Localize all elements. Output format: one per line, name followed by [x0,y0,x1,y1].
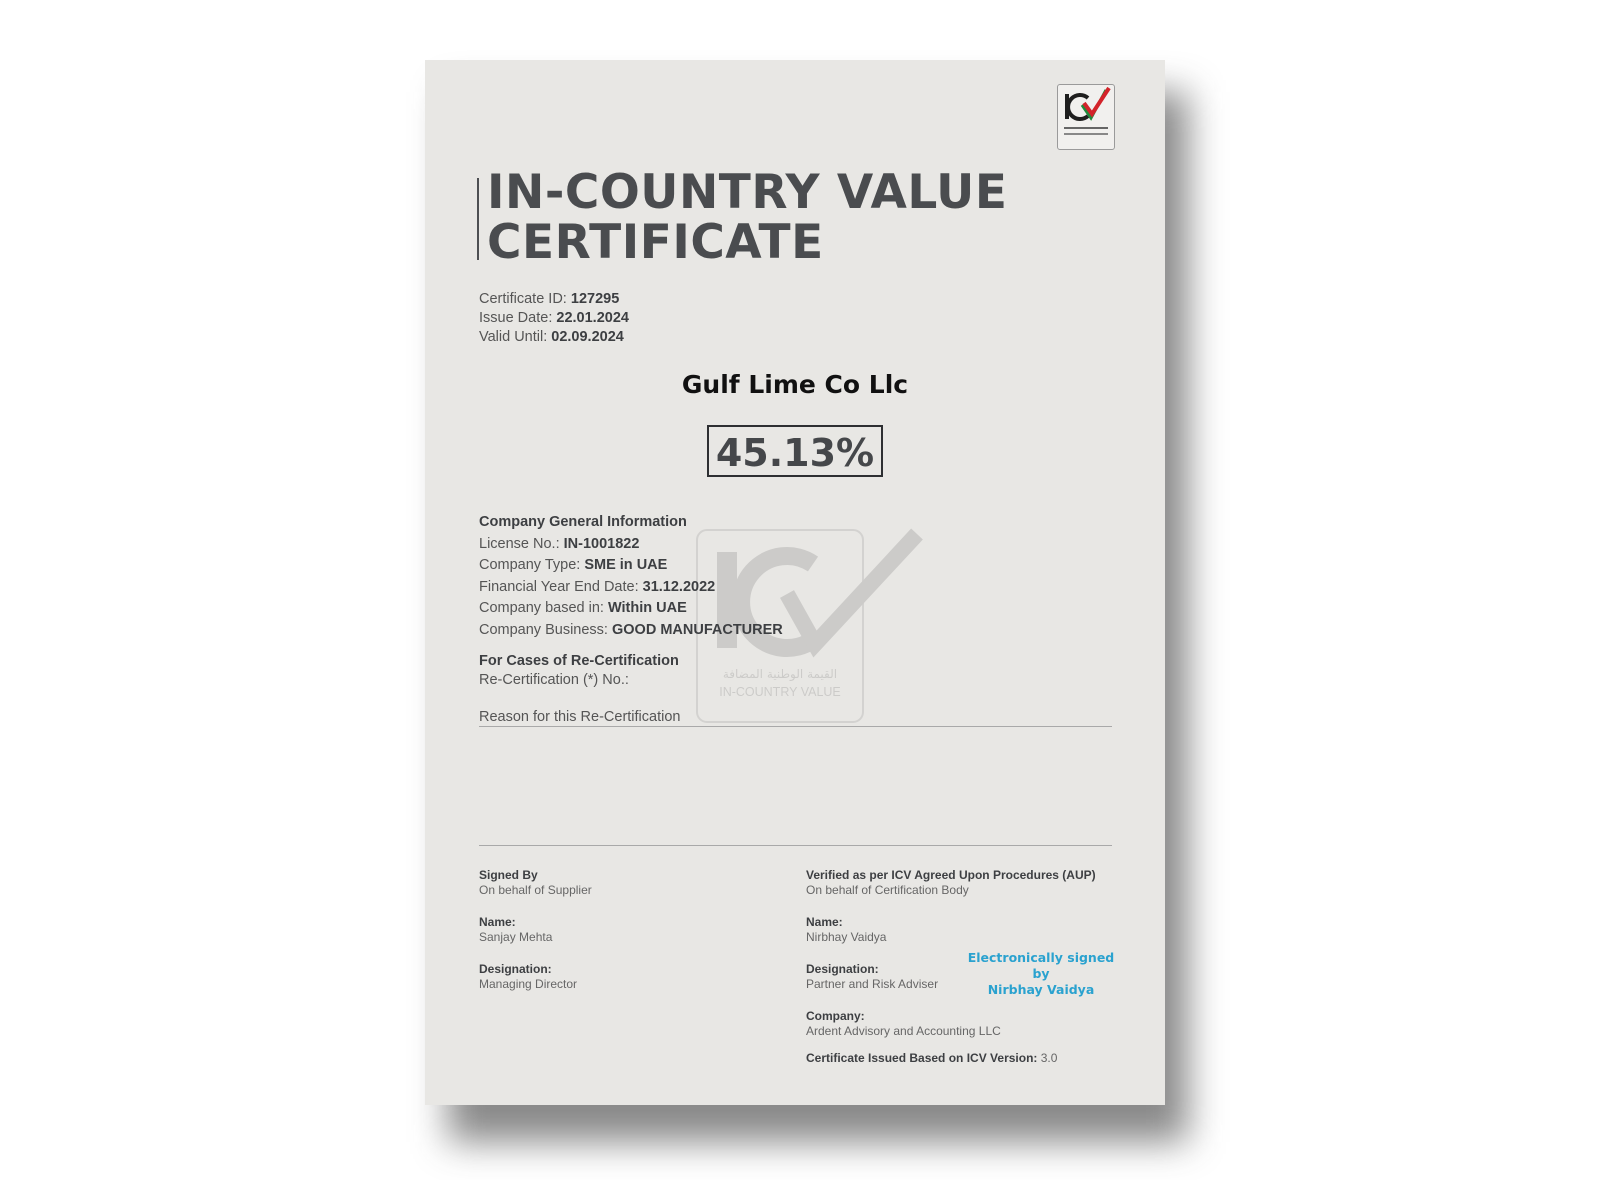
company-based-row [479,598,783,620]
re-certification-no-label: Re-Certification (*) No.: [479,672,629,688]
electronic-signature [961,950,1121,998]
company-general-information [479,512,783,641]
verifier-designation-value: Partner and Risk Adviser [806,977,939,991]
license-value: IN-1001822 [563,535,640,552]
certificate-sheet [425,60,1165,1105]
certificate-id-value: 127295 [570,291,620,307]
verifier-name-label: Name: [806,915,843,929]
icv-score: 45.13% [707,425,883,477]
general-info-heading: Company General Information [479,514,687,530]
valid-until-value: 02.09.2024 [551,329,624,345]
supplier-signed-by [479,868,592,898]
license-row [479,534,783,556]
license-label: License No.: [479,535,560,552]
company-based-label: Company based in: [479,600,604,616]
company-type-label: Company Type: [479,557,581,573]
financial-year-value: 31.12.2022 [642,578,716,595]
verifier-company-label: Company: [806,1009,865,1023]
verifier-company [806,1009,1096,1039]
re-certification-heading: For Cases of Re-Certification [479,653,679,669]
company-business-value: GOOD MANUFACTURER [611,621,783,638]
watermark-text-ar: القيمة الوطنية المضافة [722,667,838,681]
divider-bottom [479,845,1112,846]
valid-until-label: Valid Until: [479,329,548,345]
company-business-label: Company Business: [479,621,608,638]
verifier-name [806,915,1096,945]
supplier-name [479,915,592,945]
valid-until-row [479,328,629,347]
verifier-heading-group [806,868,1096,898]
icv-logo-mark [1058,85,1114,149]
company-based-value: Within UAE [607,600,687,616]
company-business-row [479,620,783,642]
watermark-text-en: IN-COUNTRY VALUE [719,685,841,699]
icv-logo [1057,84,1115,150]
issue-date-label: Issue Date: [479,310,553,326]
esign-line-1: Electronically signed by [967,950,1115,981]
certificate-id-label: Certificate ID: [479,291,567,307]
re-certification-reason-label: Reason for this Re-Certification [479,709,681,725]
title-accent-bar [477,178,479,260]
esign-line-2: Nirbhay Vaidya [987,982,1095,997]
supplier-designation-value: Managing Director [479,977,578,991]
financial-year-label: Financial Year End Date: [479,578,639,595]
certificate-meta [479,290,629,347]
supplier-name-label: Name: [479,915,516,929]
verifier-name-value: Nirbhay Vaidya [806,930,887,944]
title-line-1: IN-COUNTRY VALUE [487,165,1008,220]
title-line-2: CERTIFICATE [487,215,824,270]
re-certification-section [479,652,679,690]
certificate-title [487,165,1087,270]
company-type-row [479,555,783,577]
icv-version-row [806,1051,1096,1066]
supplier-signature-block [479,868,592,1009]
financial-year-row [479,577,783,599]
icv-version-value: 3.0 [1040,1051,1058,1065]
divider-top [479,726,1112,727]
verifier-company-value: Ardent Advisory and Accounting LLC [806,1024,1001,1038]
supplier-designation-label: Designation: [479,962,552,976]
supplier-name-value: Sanjay Mehta [479,930,553,944]
issue-date-value: 22.01.2024 [556,310,629,326]
issue-date-row [479,309,629,328]
company-type-value: SME in UAE [584,557,668,573]
verifier-heading: Verified as per ICV Agreed Upon Procedures (AUP) [806,868,1096,882]
company-name: Gulf Lime Co Llc [681,370,909,399]
verifier-on-behalf: On behalf of Certification Body [806,883,969,897]
supplier-on-behalf: On behalf of Supplier [479,883,592,897]
icv-version-label: Certificate Issued Based on ICV Version: [806,1051,1038,1065]
verifier-designation-label: Designation: [806,962,879,976]
certificate-id-row [479,290,629,309]
supplier-designation [479,962,592,992]
signed-by-label: Signed By [479,868,538,882]
